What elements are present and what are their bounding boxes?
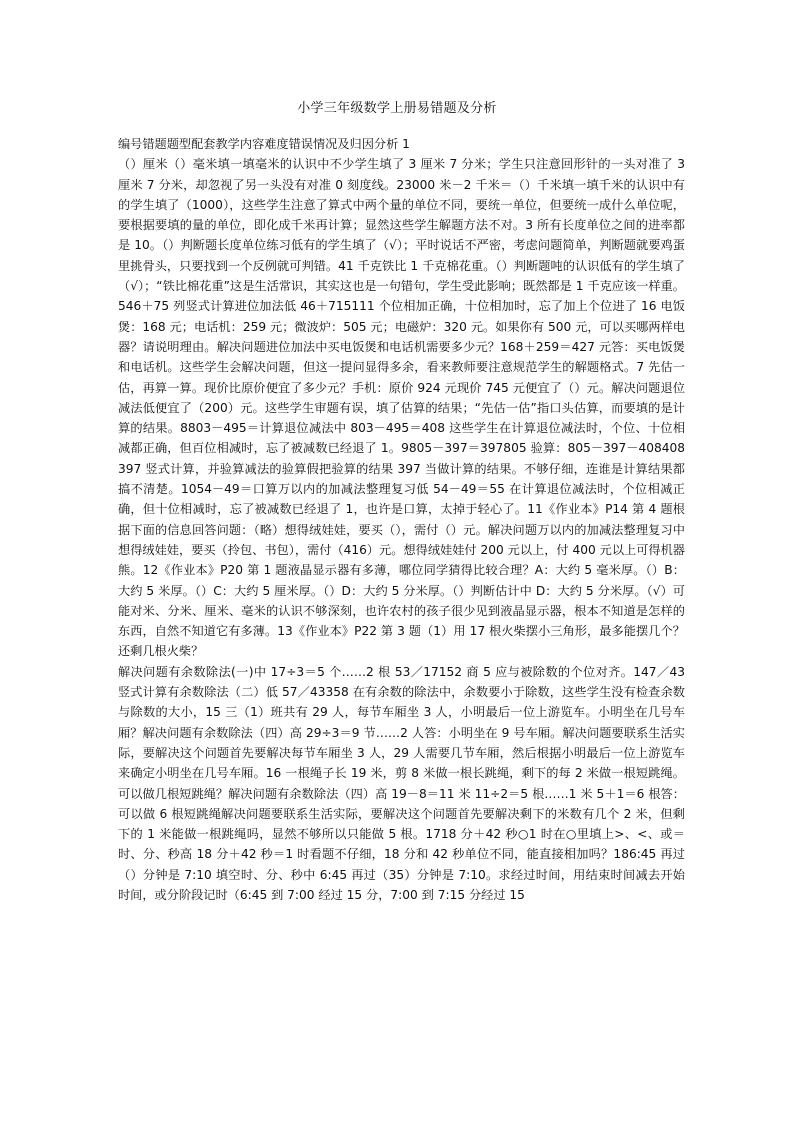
document-body [118,134,685,905]
body-paragraph: （）厘米（）毫米填一填毫米的认识中不少学生填了 3 厘米 7 分米；学生只注意回形针的一头对准了 3 厘米 7 分米，却忽视了另一头没有对准 0 刻度线。23000 米－2 千米＝（）千米填一填千米的认识中有的学生填了（1000），这些学生注意了算式中两个量的单位不同，要统一单位，但要统一成什么单位呢，要根据要填的量的单位，即化成千米再计算；显然这些学生解题方法不对。3 所有长度单位之间的进率都是 10。（）判断题长度单位练习低有的学生填了（√）；平时说话不严密，考虑问题简单，判断题就要鸡蛋里挑骨头，只要找到一个反例就可判错。41 千克铁比 1 千克棉花重。（）判断题吨的认识低有的学生填了（√）；“铁比棉花重”这是生活常识，其实这也是一句错句，学生受此影响；既然都是 1 千克应该一样重。546＋75 列竖式计算进位加法低 46＋715111 个位相加正确，十位相加时，忘了加上个位进了 16 电饭煲：168 元；电话机：259 元；微波炉：505 元；电磁炉：320 元。如果你有 500 元，可以买哪两样电器？请说明理由。解决问题进位加法中买电饭煲和电话机需要多少元？168＋259＝427 元答：买电饭煲和电话机。这些学生会解决问题，但这一提问显得多余，看来教师要注意规范学生的解题格式。7 先估一估，再算一算。现价比原价便宜了多少元？手机：原价 924 元现价 745 元便宜了（）元。解决问题退位减法低便宜了（200）元。这些学生审题有误，填了估算的结果；“先估一估”指口头估算，而要填的是计算的结果。8803－495＝计算退位减法中 803－495＝408 这些学生在计算退位减法时，个位、十位相减都正确，但百位相减时，忘了被减数已经退了 1。9805－397＝397805 验算：805－397－408408397 竖式计算，并验算减法的验算假把验算的结果 397 当做计算的结果。不够仔细，连谁是计算结果都搞不清楚。1054－49＝口算万以内的加减法整理复习低 54－49＝55 在计算退位减法时，个位相减正确，但十位相减时，忘了被减数已经退了 1，也许是口算，太掉于轻心了。11《作业本》P14 第 4 题根据下面的信息回答问题：（略）想得绒娃娃，要买（），需付（）元。解决问题万以内的加减法整理复习中想得绒娃娃，要买（拎包、书包），需付（416）元。想得绒娃娃付 200 元以上，付 400 元以上可得机器熊。12《作业本》P20 第 1 题液晶显示器有多薄，哪位同学猜得比较合理？A：大约 5 毫米厚。（）B：大约 5 米厚。（）C：大约 5 厘米厚。（）D：大约 5 分米厚。（）判断估计中 D：大约 5 分米厚。（√）可能对米、分米、厘米、毫米的认识不够深刻，也许农村的孩子很少见到液晶显示器，根本不知道是怎样的东西，自然不知道它有多薄。13《作业本》P22 第 3 题（1）用 17 根火柴摆小三角形，最多能摆几个？还剩几根火柴？ [118,157,685,659]
section-heading: 编号错题题型配套教学内容难度错误情况及归因分析 1 [118,137,410,151]
body-paragraph: 解决问题有余数除法(一)中 17÷3＝5 个……2 根 53／17152 商 5 应与被除数的个位对齐。147／43 竖式计算有余数除法（二）低 57／43358 在有余数的除法中，余数要小于除数，这些学生没有检查余数与除数的大小，15 三（1）班共有 29 人，每节车厢坐 3 人，小明最后一位上游览车。小明坐在几号车厢？解决问题有余数除法（四）高 29÷3＝9 节……2 人答：小明坐在 9 号车厢。解决问题要联系生活实际，要解决这个问题首先要解决每节车厢坐 3 人，29 人需要几节车厢，然后根据小明最后一位上游览车来确定小明坐在几号车厢。16 一根绳子长 19 米，剪 8 米做一根长跳绳，剩下的每 2 米做一根短跳绳。可以做几根短跳绳？解决问题有余数除法（四）高 19－8＝11 米 11÷2＝5 根……1 米 5＋1＝6 根答：可以做 6 根短跳绳解决问题要联系生活实际，要解决这个问题首先要解决剩下的米数有几个 2 米，但剩下的 1 米能做一根跳绳吗，显然不够所以只能做 5 根。1718 分＋42 秒○1 时在○里填上>、<、或＝时、分、秒高 18 分＋42 秒＝1 时看题不仔细，18 分和 42 秒单位不同，能直接相加吗？186:45 再过（）分钟是 7:10 填空时、分、秒中 6:45 再过（35）分钟是 7:10。求经过时间，用结束时间减去开始时间，或分阶段记时（6:45 到 7:00 经过 15 分，7:00 到 7:15 分经过 15 [118,664,685,902]
document-title: 小学三年级数学上册易错题及分析 [297,101,497,116]
